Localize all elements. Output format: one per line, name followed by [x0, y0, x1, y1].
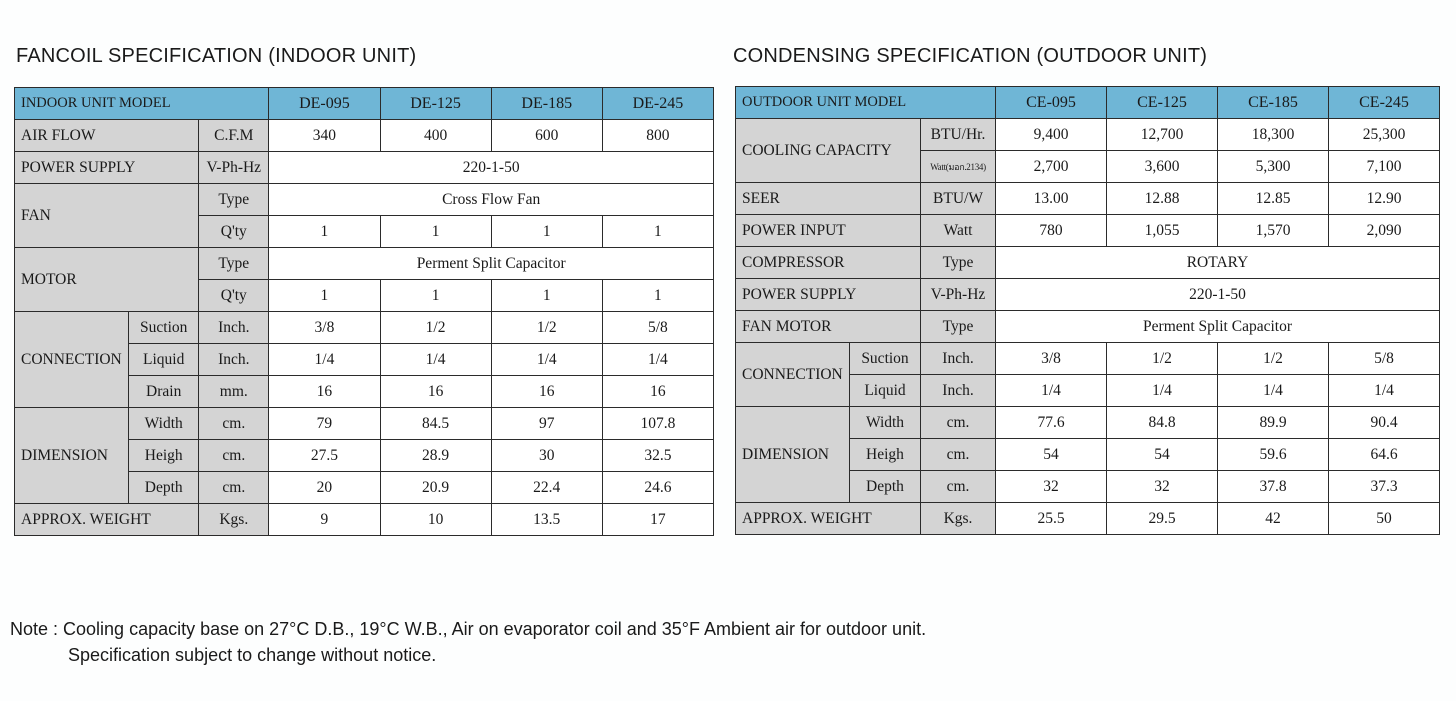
- cell-value: 400: [380, 120, 491, 152]
- cell-value: 20.9: [380, 472, 491, 504]
- cell-value: 50: [1329, 503, 1440, 535]
- row-unit: cm.: [921, 471, 996, 503]
- row-label: FAN MOTOR: [736, 311, 921, 343]
- row-unit: cm.: [921, 407, 996, 439]
- row-unit: Type: [921, 247, 996, 279]
- table-row: [15, 504, 714, 536]
- model-header: DE-185: [491, 88, 602, 120]
- cell-value: Perment Split Capacitor: [996, 311, 1440, 343]
- cell-value: 18,300: [1218, 119, 1329, 151]
- cell-value: 20: [269, 472, 380, 504]
- row-unit: Q'ty: [199, 280, 269, 312]
- model-header: CE-095: [996, 87, 1107, 119]
- row-sublabel: Liquid: [129, 344, 199, 376]
- cell-value: Cross Flow Fan: [269, 184, 714, 216]
- cell-value: 1/2: [1218, 343, 1329, 375]
- outdoor-section-title: CONDENSING SPECIFICATION (OUTDOOR UNIT): [733, 45, 1208, 67]
- cell-value: 37.8: [1218, 471, 1329, 503]
- table-row: [736, 279, 1440, 311]
- cell-value: 3/8: [996, 343, 1107, 375]
- outdoor-header-label: OUTDOOR UNIT MODEL: [736, 87, 996, 119]
- cell-value: 7,100: [1329, 151, 1440, 183]
- cell-value: 25.5: [996, 503, 1107, 535]
- model-header: CE-185: [1218, 87, 1329, 119]
- cell-value: 77.6: [996, 407, 1107, 439]
- cell-value: 1/4: [1107, 375, 1218, 407]
- table-row: [15, 312, 714, 344]
- row-label: CONNECTION: [736, 343, 850, 407]
- cell-value: 30: [491, 440, 602, 472]
- row-label: MOTOR: [15, 248, 199, 312]
- model-header: DE-125: [380, 88, 491, 120]
- cell-value: 3/8: [269, 312, 380, 344]
- row-label: APPROX. WEIGHT: [15, 504, 199, 536]
- cell-value: 1: [380, 216, 491, 248]
- cell-value: 340: [269, 120, 380, 152]
- row-unit: BTU/W: [921, 183, 996, 215]
- row-unit: Inch.: [921, 343, 996, 375]
- cell-value: 90.4: [1329, 407, 1440, 439]
- cell-value: 89.9: [1218, 407, 1329, 439]
- row-label: CONNECTION: [15, 312, 129, 408]
- cell-value: 1/4: [1218, 375, 1329, 407]
- cell-value: 107.8: [602, 408, 713, 440]
- cell-value: 1/2: [380, 312, 491, 344]
- cell-value: 800: [602, 120, 713, 152]
- cell-value: 16: [380, 376, 491, 408]
- cell-value: ROTARY: [996, 247, 1440, 279]
- cell-value: 10: [380, 504, 491, 536]
- table-row: [15, 120, 714, 152]
- cell-value: 12.88: [1107, 183, 1218, 215]
- cell-value: 1/4: [491, 344, 602, 376]
- outdoor-spec-table: [735, 86, 1440, 535]
- table-row: [736, 407, 1440, 439]
- cell-value: 16: [602, 376, 713, 408]
- row-unit: Inch.: [199, 344, 269, 376]
- cell-value: 84.8: [1107, 407, 1218, 439]
- row-unit: Kgs.: [199, 504, 269, 536]
- footnote: [10, 616, 926, 668]
- row-unit: Inch.: [921, 375, 996, 407]
- cell-value: 17: [602, 504, 713, 536]
- row-sublabel: Liquid: [850, 375, 921, 407]
- model-header: CE-125: [1107, 87, 1218, 119]
- cell-value: 1/4: [380, 344, 491, 376]
- model-header: CE-245: [1329, 87, 1440, 119]
- cell-value: 32: [1107, 471, 1218, 503]
- row-sublabel: Width: [129, 408, 199, 440]
- cell-value: 3,600: [1107, 151, 1218, 183]
- cell-value: 5/8: [1329, 343, 1440, 375]
- row-label: POWER INPUT: [736, 215, 921, 247]
- cell-value: 1/4: [269, 344, 380, 376]
- cell-value: 16: [269, 376, 380, 408]
- cell-value: 12.90: [1329, 183, 1440, 215]
- row-unit: Type: [921, 311, 996, 343]
- row-unit: C.F.M: [199, 120, 269, 152]
- row-unit: Inch.: [199, 312, 269, 344]
- row-label: POWER SUPPLY: [736, 279, 921, 311]
- cell-value: 1: [380, 280, 491, 312]
- row-label: COOLING CAPACITY: [736, 119, 921, 183]
- cell-value: 32.5: [602, 440, 713, 472]
- cell-value: 84.5: [380, 408, 491, 440]
- row-unit: V-Ph-Hz: [199, 152, 269, 184]
- row-unit: Type: [199, 184, 269, 216]
- indoor-header-label: INDOOR UNIT MODEL: [15, 88, 269, 120]
- cell-value: 13.00: [996, 183, 1107, 215]
- row-label: DIMENSION: [15, 408, 129, 504]
- cell-value: 54: [1107, 439, 1218, 471]
- row-sublabel: Heigh: [129, 440, 199, 472]
- cell-value: 780: [996, 215, 1107, 247]
- cell-value: 2,700: [996, 151, 1107, 183]
- cell-value: 5/8: [602, 312, 713, 344]
- row-sublabel: Heigh: [850, 439, 921, 471]
- cell-value: 600: [491, 120, 602, 152]
- row-unit: cm.: [199, 408, 269, 440]
- cell-value: 29.5: [1107, 503, 1218, 535]
- row-sublabel: Depth: [129, 472, 199, 504]
- cell-value: 59.6: [1218, 439, 1329, 471]
- cell-value: 1,570: [1218, 215, 1329, 247]
- cell-value: 1: [602, 280, 713, 312]
- cell-value: 1: [269, 280, 380, 312]
- row-sublabel: Depth: [850, 471, 921, 503]
- cell-value: 32: [996, 471, 1107, 503]
- cell-value: 1: [491, 280, 602, 312]
- row-sublabel: Width: [850, 407, 921, 439]
- cell-value: 22.4: [491, 472, 602, 504]
- table-row: [15, 88, 714, 120]
- cell-value: 9,400: [996, 119, 1107, 151]
- cell-value: 2,090: [1329, 215, 1440, 247]
- row-sublabel: Suction: [129, 312, 199, 344]
- row-unit: mm.: [199, 376, 269, 408]
- row-unit: cm.: [199, 440, 269, 472]
- footnote-line-1: Note : Cooling capacity base on 27°C D.B., 19°C W.B., Air on evaporator coil and 35°F Ambient air for outdoor unit.: [10, 619, 927, 639]
- cell-value: 42: [1218, 503, 1329, 535]
- row-unit: Watt: [921, 215, 996, 247]
- model-header: DE-095: [269, 88, 380, 120]
- table-row: [736, 503, 1440, 535]
- row-unit: Type: [199, 248, 269, 280]
- cell-value: 27.5: [269, 440, 380, 472]
- table-row: [736, 87, 1440, 119]
- cell-value: 1/4: [996, 375, 1107, 407]
- row-sublabel: Drain: [129, 376, 199, 408]
- table-row: [736, 119, 1440, 151]
- row-unit: V-Ph-Hz: [921, 279, 996, 311]
- cell-value: 16: [491, 376, 602, 408]
- indoor-spec-table: [14, 87, 714, 536]
- cell-value: 28.9: [380, 440, 491, 472]
- cell-value: 1,055: [1107, 215, 1218, 247]
- table-row: [15, 152, 714, 184]
- row-label: AIR FLOW: [15, 120, 199, 152]
- row-unit: Watt(มอก.2134): [921, 151, 996, 183]
- cell-value: 12,700: [1107, 119, 1218, 151]
- table-row: [15, 248, 714, 280]
- cell-value: 220-1-50: [996, 279, 1440, 311]
- row-label: SEER: [736, 183, 921, 215]
- table-row: [736, 343, 1440, 375]
- cell-value: 12.85: [1218, 183, 1329, 215]
- row-unit: cm.: [199, 472, 269, 504]
- cell-value: 79: [269, 408, 380, 440]
- cell-value: 9: [269, 504, 380, 536]
- table-row: [736, 215, 1440, 247]
- cell-value: 1/4: [602, 344, 713, 376]
- cell-value: 54: [996, 439, 1107, 471]
- table-row: [15, 408, 714, 440]
- indoor-section-title: FANCOIL SPECIFICATION (INDOOR UNIT): [16, 45, 417, 67]
- cell-value: 220-1-50: [269, 152, 714, 184]
- cell-value: 1: [602, 216, 713, 248]
- cell-value: 13.5: [491, 504, 602, 536]
- cell-value: 24.6: [602, 472, 713, 504]
- row-unit: BTU/Hr.: [921, 119, 996, 151]
- table-row: [736, 311, 1440, 343]
- cell-value: 1/4: [1329, 375, 1440, 407]
- row-unit: Kgs.: [921, 503, 996, 535]
- table-row: [736, 183, 1440, 215]
- cell-value: 97: [491, 408, 602, 440]
- cell-value: 25,300: [1329, 119, 1440, 151]
- table-row: [736, 247, 1440, 279]
- cell-value: 64.6: [1329, 439, 1440, 471]
- cell-value: 5,300: [1218, 151, 1329, 183]
- cell-value: Perment Split Capacitor: [269, 248, 714, 280]
- row-sublabel: Suction: [850, 343, 921, 375]
- table-row: [15, 184, 714, 216]
- row-unit: cm.: [921, 439, 996, 471]
- row-label: COMPRESSOR: [736, 247, 921, 279]
- row-label: POWER SUPPLY: [15, 152, 199, 184]
- row-label: FAN: [15, 184, 199, 248]
- cell-value: 1: [269, 216, 380, 248]
- footnote-line-2: Specification subject to change without notice.: [68, 645, 437, 665]
- cell-value: 1/2: [491, 312, 602, 344]
- row-label: DIMENSION: [736, 407, 850, 503]
- cell-value: 37.3: [1329, 471, 1440, 503]
- cell-value: 1/2: [1107, 343, 1218, 375]
- row-label: APPROX. WEIGHT: [736, 503, 921, 535]
- cell-value: 1: [491, 216, 602, 248]
- row-unit: Q'ty: [199, 216, 269, 248]
- model-header: DE-245: [602, 88, 713, 120]
